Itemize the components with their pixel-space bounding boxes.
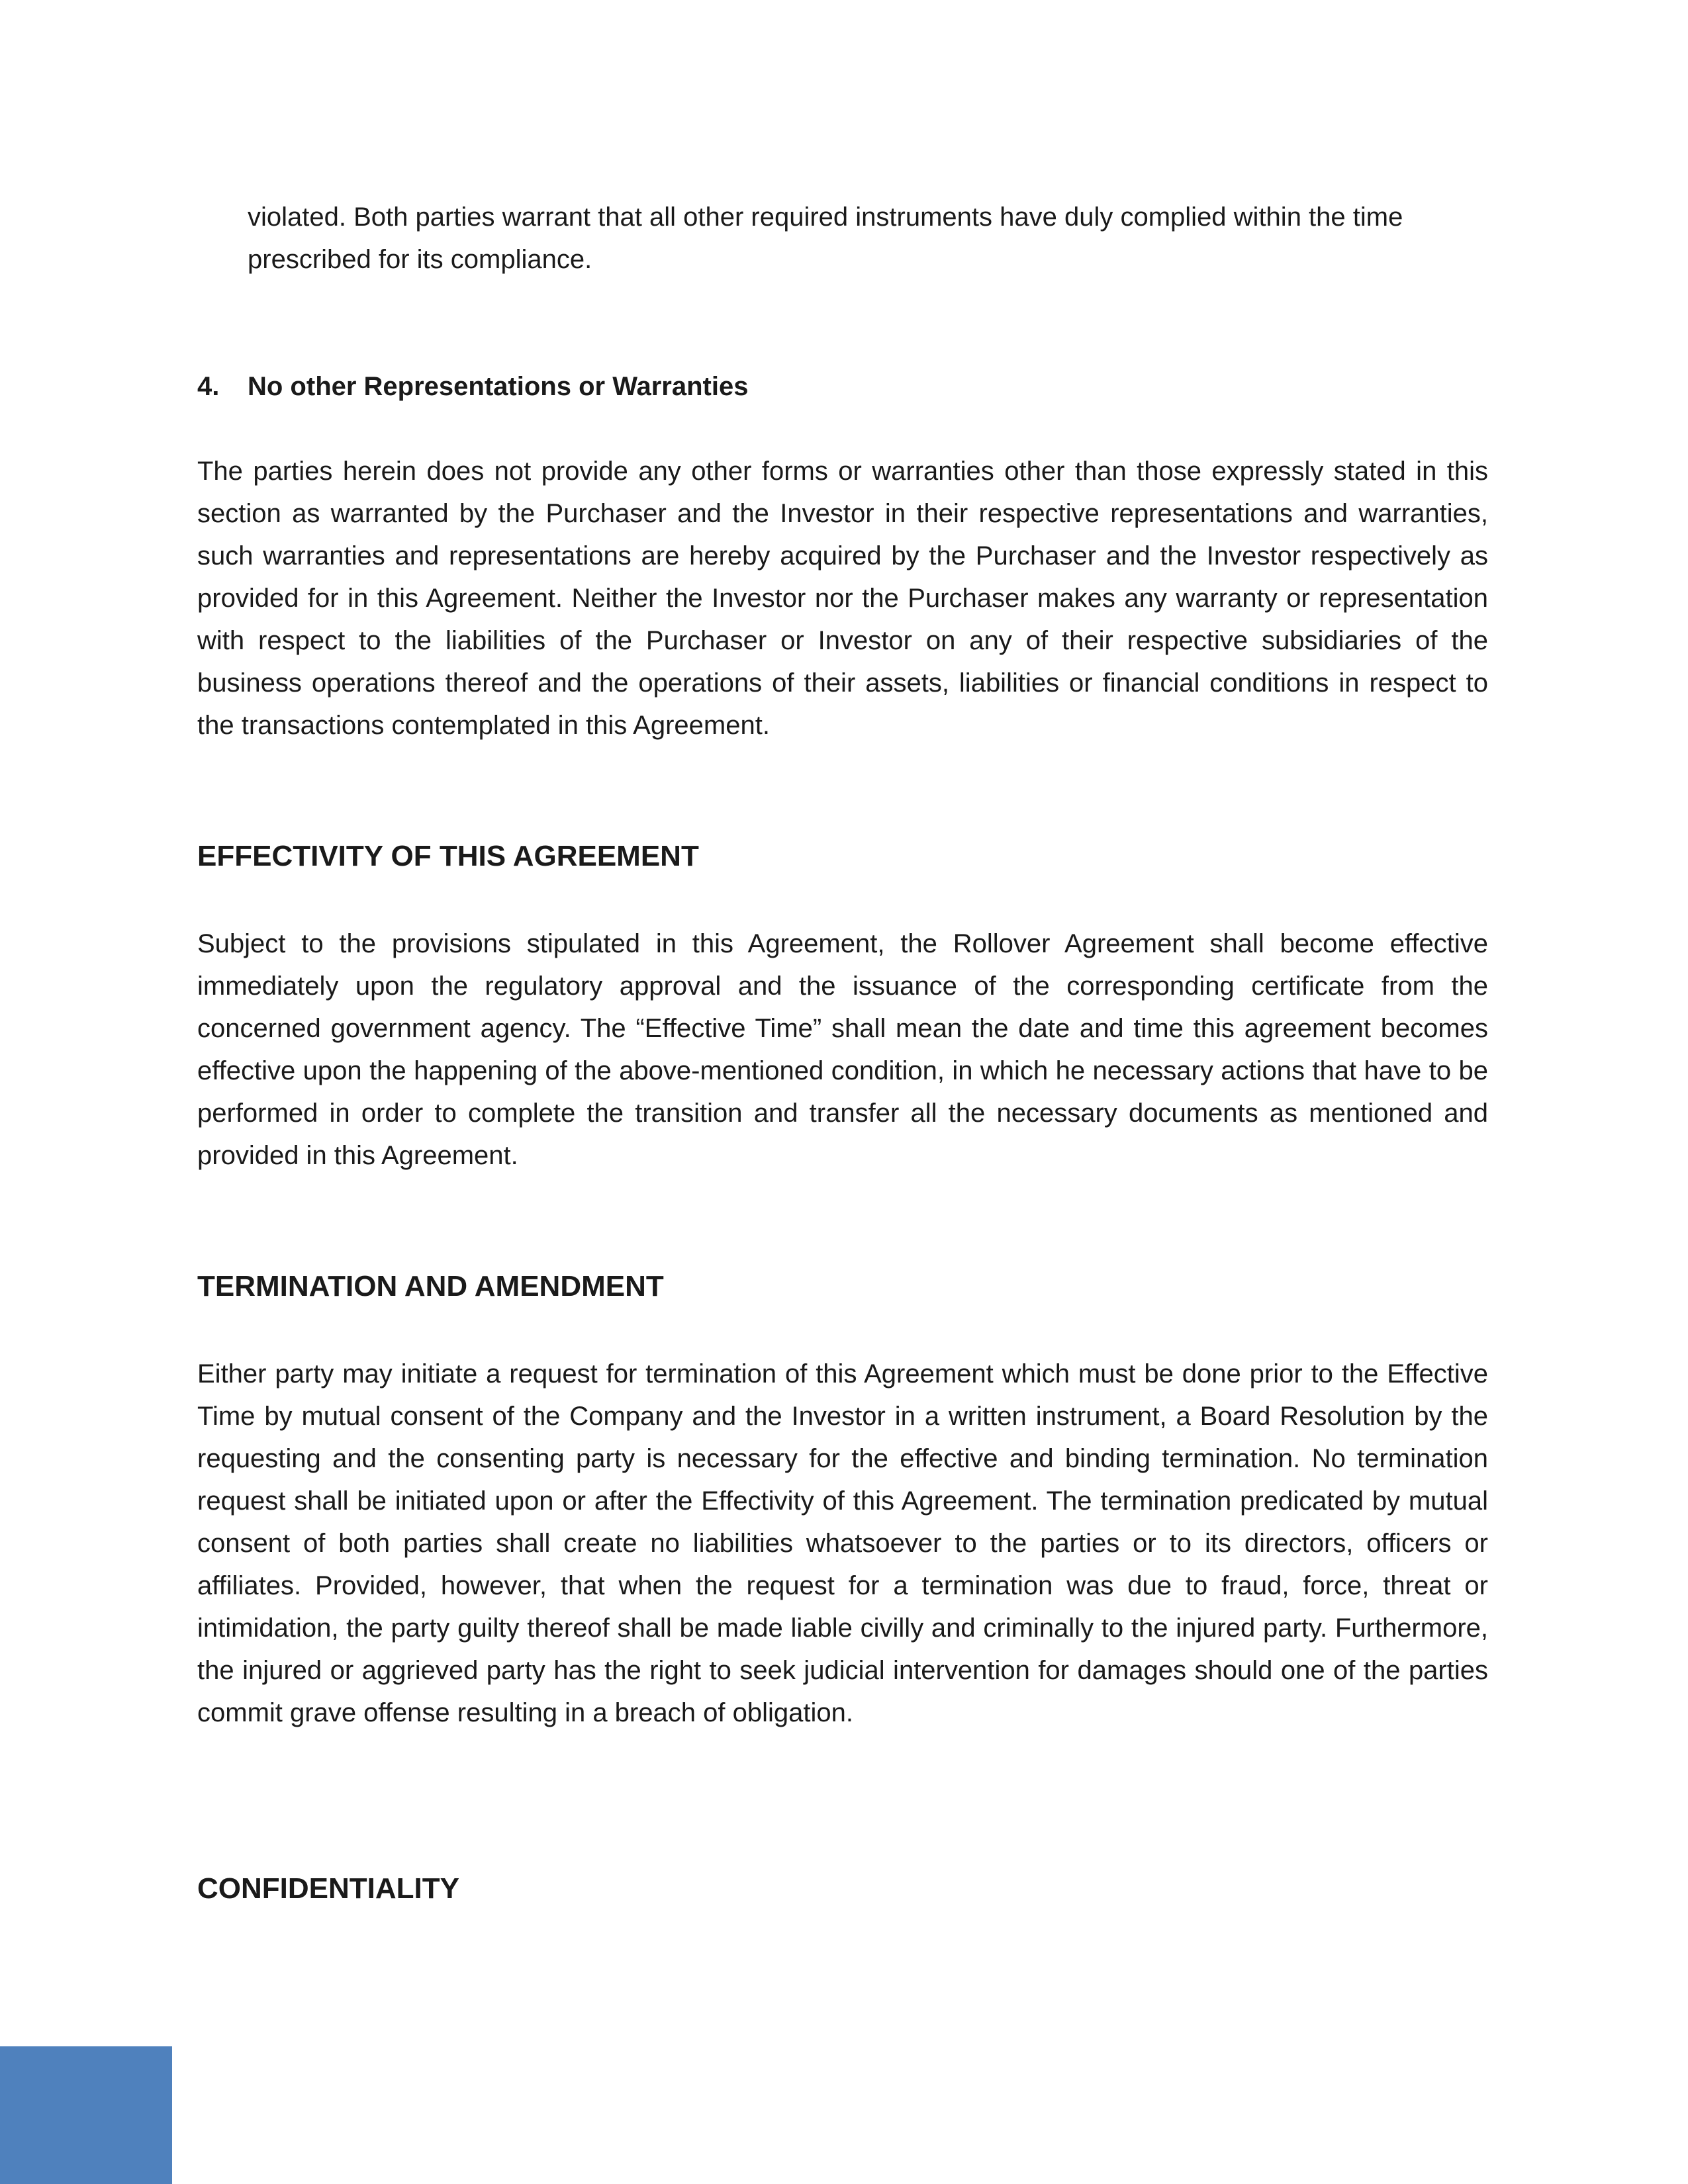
section-4-heading (197, 365, 748, 408)
page-corner-accent-block (0, 2046, 172, 2184)
effectivity-body: Subject to the provisions stipulated in this Agreement, the Rollover Agreement shall become effective immediately upon the regulatory approval and the issuance of the corresponding certificate from the concerned government agency. The “Effective Time” shall mean the date and time this agreement becomes effective upon the happening of the above-mentioned condition, in which he necessary actions that have to be performed in order to complete the transition and transfer all the necessary documents as mentioned and provided in this Agreement. (197, 929, 1488, 1170)
termination-heading: TERMINATION AND AMENDMENT (197, 1270, 664, 1302)
continuation-paragraph: violated. Both parties warrant that all other required instruments have duly complied within the time prescribed for its compliance. (248, 203, 1403, 274)
section-4-number: 4. (197, 372, 220, 401)
termination-body: Either party may initiate a request for termination of this Agreement which must be done prior to the Effective Time by mutual consent of the Company and the Investor in a written instrument, a Board Resolution by the requesting and the consenting party is necessary for the effective and binding termination. No termination request shall be initiated upon or after the Effectivity of this Agreement. The termination predicated by mutual consent of both parties shall create no liabilities whatsoever to the parties or to its directors, officers or affiliates. Provided, however, that when the request for a termination was due to fraud, force, threat or intimidation, the party guilty thereof shall be made liable civilly and criminally to the injured party. Furthermore, the injured or aggrieved party has the right to seek judicial intervention for damages should one of the parties commit grave offense resulting in a breach of obligation. (197, 1359, 1488, 1727)
section-4-body: The parties herein does not provide any other forms or warranties other than those expressly stated in this section as warranted by the Purchaser and the Investor in their respective representations and warranties, such warranties and representations are hereby acquired by the Purchaser and the Investor respectively as provided for in this Agreement. Neither the Investor nor the Purchaser makes any warranty or representation with respect to the liabilities of the Purchaser or Investor on any of their respective subsidiaries of the business operations thereof and the operations of their assets, liabilities or financial conditions in respect to the transactions contemplated in this Agreement. (197, 457, 1488, 740)
section-4-title: No other Representations or Warranties (248, 372, 749, 401)
confidentiality-heading: CONFIDENTIALITY (197, 1872, 459, 1905)
effectivity-heading: EFFECTIVITY OF THIS AGREEMENT (197, 840, 699, 872)
